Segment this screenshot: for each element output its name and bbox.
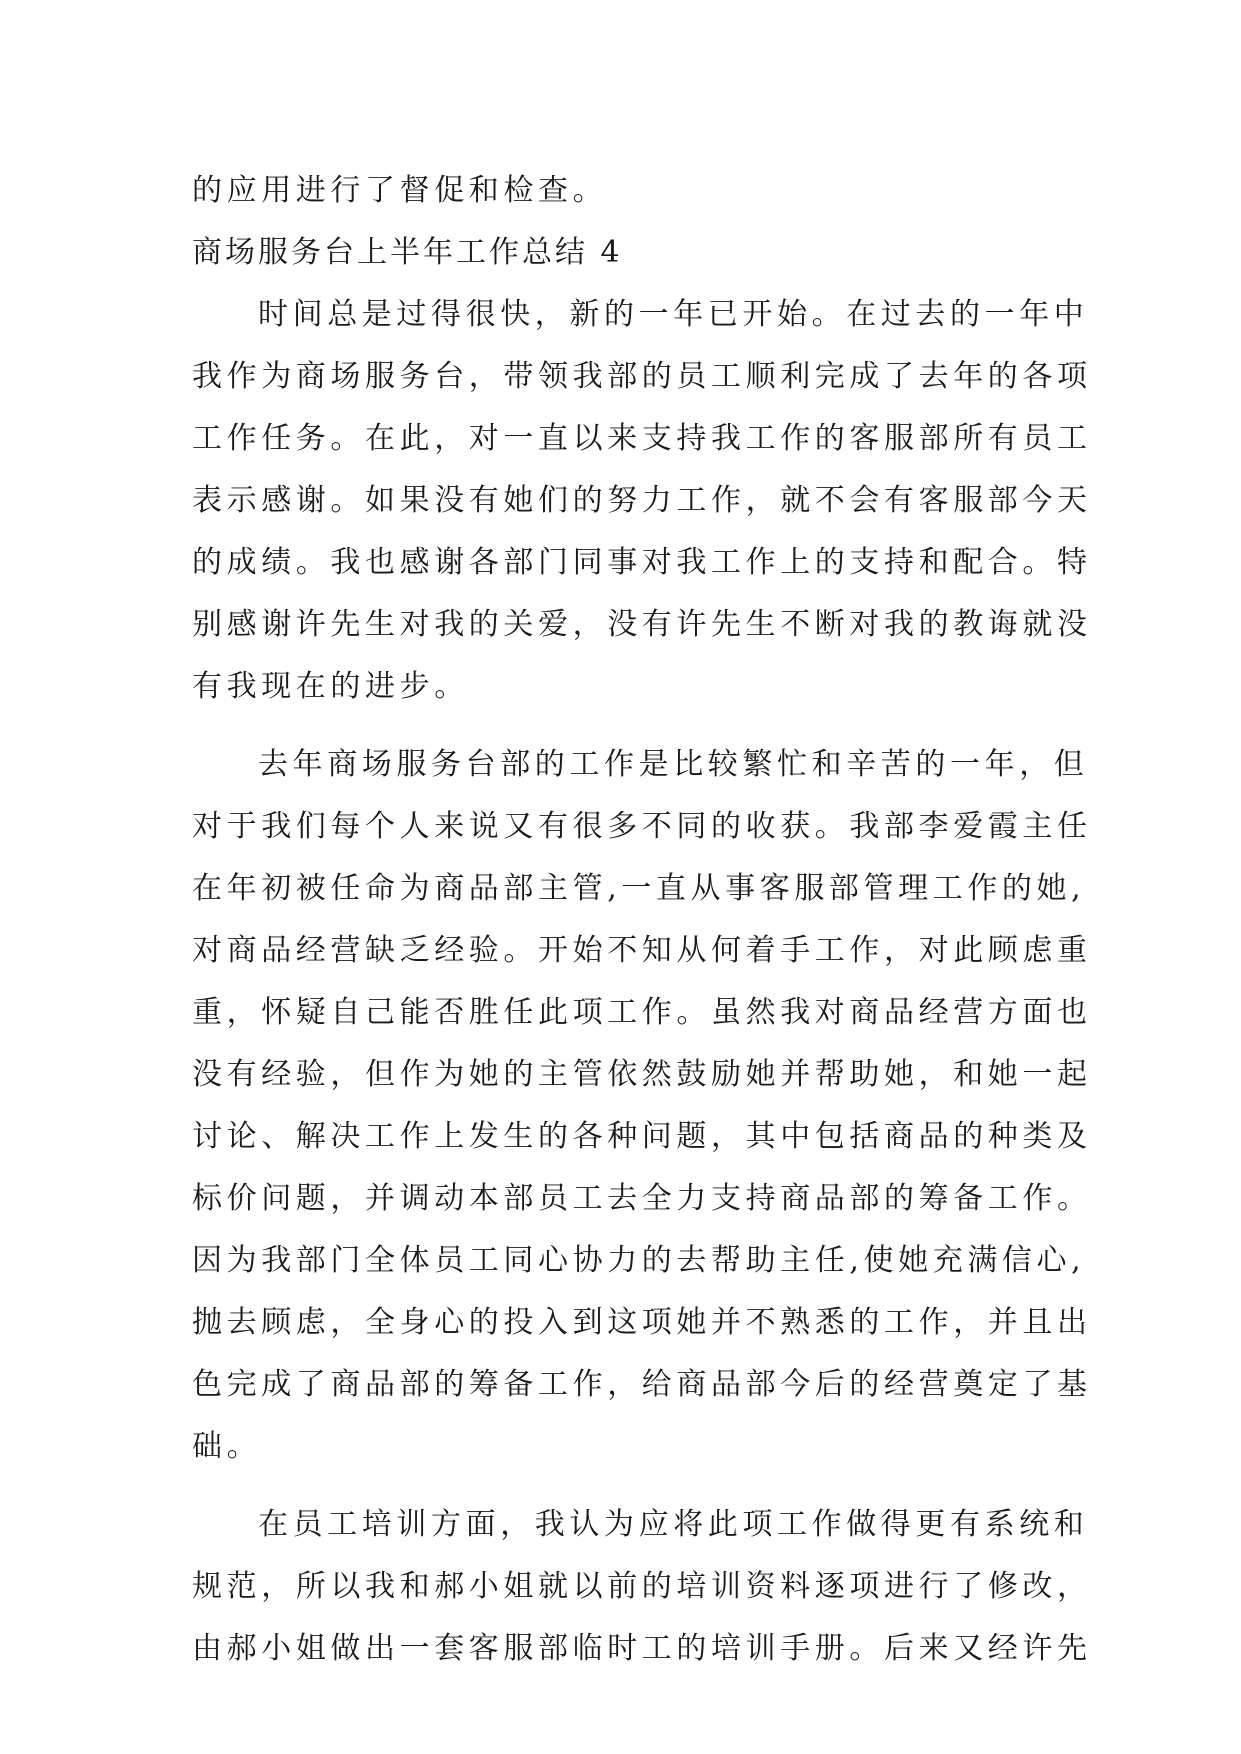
- paragraph-line: 对商品经营缺乏经验。开始不知从何着手工作，对此顾虑重: [192, 933, 1092, 968]
- paragraph-line: 标价问题，并调动本部员工去全力支持商品部的筹备工作。: [192, 1181, 1092, 1216]
- paragraph-line: 在年初被任命为商品部主管,一直从事客服部管理工作的她,: [192, 871, 1086, 906]
- paragraph-line: 讨论、解决工作上发生的各种问题，其中包括商品的种类及: [192, 1119, 1092, 1154]
- intro-line: 的应用进行了督促和检查。: [192, 173, 608, 208]
- paragraph-line: 有我现在的进步。: [192, 669, 469, 704]
- paragraph-line: 对于我们每个人来说又有很多不同的收获。我部李爱霞主任: [192, 809, 1092, 844]
- paragraph-line: 表示感谢。如果没有她们的努力工作，就不会有客服部今天: [192, 483, 1092, 518]
- paragraph-3: [192, 1494, 1092, 1680]
- paragraph-1: [192, 284, 1092, 718]
- paragraph-line: 别感谢许先生对我的关爱，没有许先生不断对我的教诲就没: [192, 607, 1092, 642]
- document-body: [192, 160, 1092, 1680]
- paragraph-line: 的成绩。我也感谢各部门同事对我工作上的支持和配合。特: [192, 545, 1092, 580]
- paragraph-line: 由郝小姐做出一套客服部临时工的培训手册。后来又经许先: [192, 1631, 1092, 1666]
- paragraph-line: 规范，所以我和郝小姐就以前的培训资料逐项进行了修改，: [192, 1569, 1092, 1604]
- paragraph-2: [192, 734, 1092, 1478]
- section-title: 商场服务台上半年工作总结 4: [192, 235, 623, 270]
- paragraph-line: 去年商场服务台部的工作是比较繁忙和辛苦的一年，但: [258, 747, 1089, 782]
- paragraph-line: 在员工培训方面，我认为应将此项工作做得更有系统和: [258, 1507, 1089, 1542]
- paragraph-line: 色完成了商品部的筹备工作，给商品部今后的经营奠定了基: [192, 1367, 1092, 1402]
- paragraph-line: 础。: [192, 1429, 262, 1464]
- paragraph-line: 没有经验，但作为她的主管依然鼓励她并帮助她，和她一起: [192, 1057, 1092, 1092]
- paragraph-line: 我作为商场服务台，带领我部的员工顺利完成了去年的各项: [192, 359, 1092, 394]
- paragraph-line: 时间总是过得很快，新的一年已开始。在过去的一年中: [258, 297, 1089, 332]
- paragraph-line: 因为我部门全体员工同心协力的去帮助主任,使她充满信心,: [192, 1243, 1086, 1278]
- paragraph-line: 工作任务。在此，对一直以来支持我工作的客服部所有员工: [192, 421, 1092, 456]
- paragraph-line: 重，怀疑自己能否胜任此项工作。虽然我对商品经营方面也: [192, 995, 1092, 1030]
- paragraph-line: 抛去顾虑，全身心的投入到这项她并不熟悉的工作，并且出: [192, 1305, 1092, 1340]
